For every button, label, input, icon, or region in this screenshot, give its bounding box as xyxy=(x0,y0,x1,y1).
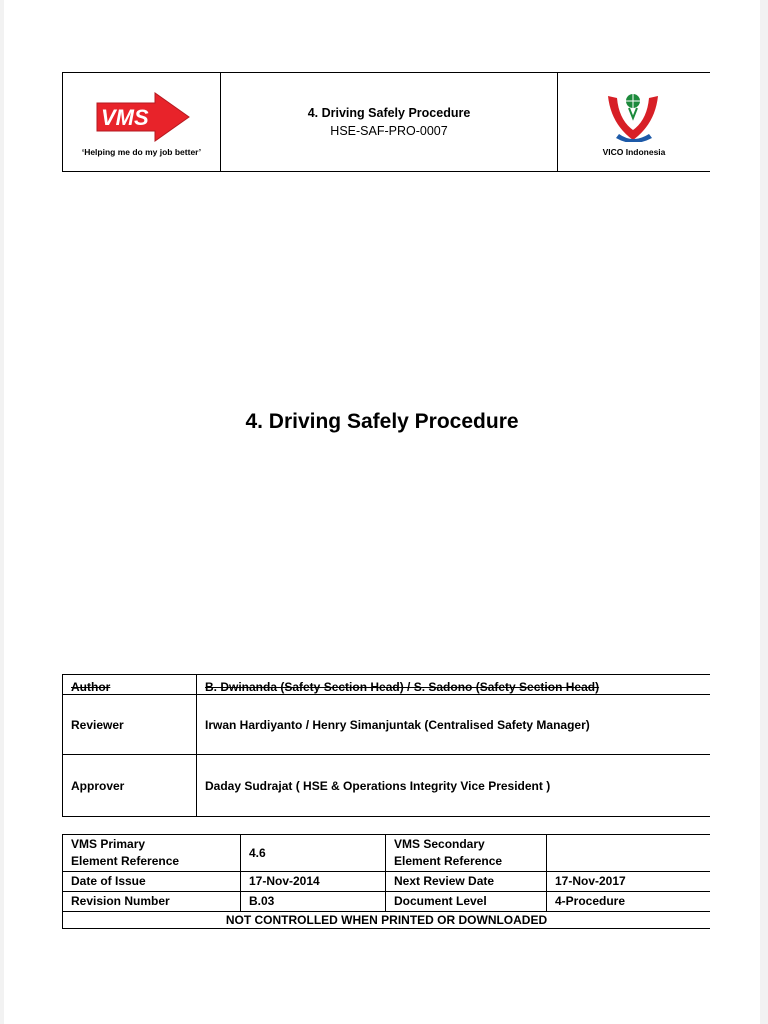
revision-number-value: B.03 xyxy=(241,892,386,912)
primary-element-value: 4.6 xyxy=(241,835,386,872)
author-value: B. Dwinanda (Safety Section Head) / S. Sadono (Safety Section Head) xyxy=(205,680,600,694)
secondary-label-line2: Element Reference xyxy=(394,854,503,868)
not-controlled-notice: NOT CONTROLLED WHEN PRINTED OR DOWNLOADED xyxy=(63,912,711,929)
document-page xyxy=(4,0,760,1024)
primary-label-line1: VMS Primary xyxy=(71,837,146,851)
next-review-label: Next Review Date xyxy=(386,872,547,892)
main-title: 4. Driving Safely Procedure xyxy=(245,410,519,433)
revision-number-label: Revision Number xyxy=(63,892,241,912)
next-review-value: 17-Nov-2017 xyxy=(547,872,711,892)
vms-logo xyxy=(93,91,193,143)
svg-text:VMS: VMS xyxy=(101,105,149,130)
table-row xyxy=(63,755,711,817)
company-name: VICO Indonesia xyxy=(602,147,666,157)
reviewer-label: Reviewer xyxy=(63,695,197,755)
reference-table xyxy=(62,834,710,929)
primary-element-label xyxy=(63,835,241,872)
header-title-cell xyxy=(221,73,558,171)
author-label: Author xyxy=(63,675,197,695)
approver-label: Approver xyxy=(63,755,197,817)
vico-logo xyxy=(605,90,661,142)
secondary-element-value xyxy=(547,835,711,872)
date-of-issue-value: 17-Nov-2014 xyxy=(241,872,386,892)
document-header xyxy=(62,72,710,172)
table-row xyxy=(63,872,711,892)
document-code: HSE-SAF-PRO-0007 xyxy=(330,124,448,138)
table-row xyxy=(63,892,711,912)
secondary-element-label xyxy=(386,835,547,872)
approval-table xyxy=(62,674,710,817)
document-level-value: 4-Procedure xyxy=(547,892,711,912)
table-row xyxy=(63,835,711,872)
tagline: ‘Helping me do my job better’ xyxy=(81,147,202,157)
date-of-issue-label: Date of Issue xyxy=(63,872,241,892)
table-row xyxy=(63,695,711,755)
table-row xyxy=(63,675,711,695)
vms-logo-cell xyxy=(63,73,221,171)
document-level-label: Document Level xyxy=(386,892,547,912)
secondary-label-line1: VMS Secondary xyxy=(394,837,485,851)
header-title: 4. Driving Safely Procedure xyxy=(307,106,471,120)
vico-logo-cell xyxy=(558,73,710,171)
primary-label-line2: Element Reference xyxy=(71,854,180,868)
approver-value: Daday Sudrajat ( HSE & Operations Integrity Vice President ) xyxy=(205,778,551,793)
table-row xyxy=(63,912,711,929)
reviewer-value: Irwan Hardiyanto / Henry Simanjuntak (Centralised Safety Manager) xyxy=(205,717,590,732)
